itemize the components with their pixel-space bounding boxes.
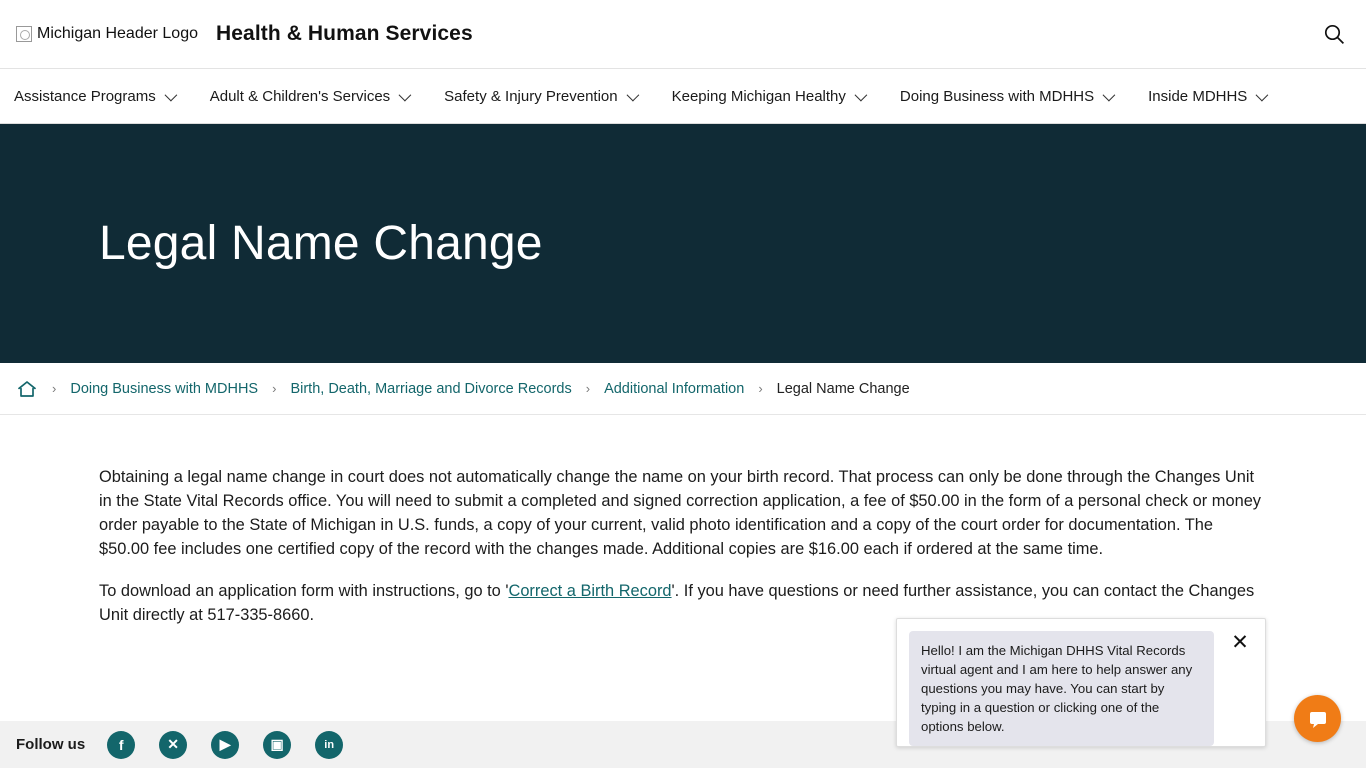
youtube-glyph: ▶ bbox=[219, 736, 231, 752]
breadcrumb-separator: › bbox=[585, 381, 591, 396]
breadcrumb-separator: › bbox=[758, 381, 763, 396]
nav-item-keeping-michigan-healthy[interactable] bbox=[672, 88, 878, 105]
site-logo[interactable] bbox=[16, 25, 198, 43]
home-glyph bbox=[17, 380, 37, 398]
breadcrumb-separator: › bbox=[52, 381, 57, 396]
chevron-down-icon bbox=[164, 88, 177, 101]
correct-a-birth-record-link[interactable]: Correct a Birth Record bbox=[508, 582, 672, 600]
chat-bubble-icon[interactable] bbox=[1294, 695, 1341, 742]
breadcrumb-separator: › bbox=[272, 381, 277, 396]
home-icon[interactable] bbox=[16, 379, 38, 399]
facebook-glyph: f bbox=[118, 736, 124, 753]
search-glyph bbox=[1323, 23, 1345, 45]
body-paragraph-1: Obtaining a legal name change in court does not automatically change the name on your birth record. That process can only be done through the Changes Unit in the State Vital Records office. You will need to submit a completed and signed correction application, a fee of $50.00 in the form of a personal check or money order payable to the State of Michigan in U.S. funds, a copy of your current, valid photo identification and a copy of the court order for documentation. The $50.00 fee includes one certified copy of the record with the changes made. Additional copies are $16.00 each if ordered at the same time. bbox=[99, 468, 1262, 558]
chevron-down-icon bbox=[1256, 88, 1269, 101]
hero-banner bbox=[0, 124, 1366, 363]
breadcrumb-item-current: Legal Name Change bbox=[776, 380, 910, 397]
site-header bbox=[0, 0, 1366, 69]
chat-welcome-message: Hello! I am the Michigan DHHS Vital Records virtual agent and I am here to help answer any questions you may have. You can start by typing in a question or clicking one of the options below. bbox=[909, 631, 1214, 746]
linkedin-icon[interactable] bbox=[315, 731, 343, 759]
linkedin-glyph: in bbox=[324, 738, 335, 751]
broken-image-icon bbox=[16, 26, 32, 42]
search-icon[interactable] bbox=[1320, 20, 1348, 48]
page-title: Legal Name Change bbox=[99, 217, 543, 270]
paragraph2-text-before: To download an application form with instructions, go to ' bbox=[99, 582, 509, 600]
nav-item-assistance-programs[interactable] bbox=[14, 88, 188, 105]
nav-item-safety-injury-prevention[interactable] bbox=[444, 88, 649, 105]
nav-item-adult-childrens-services[interactable] bbox=[210, 88, 422, 105]
nav-item-label: Doing Business with MDHHS bbox=[899, 87, 1095, 105]
instagram-icon[interactable] bbox=[263, 731, 291, 759]
nav-item-label: Safety & Injury Prevention bbox=[444, 87, 618, 105]
breadcrumb-item-doing-business[interactable]: Doing Business with MDHHS bbox=[70, 380, 259, 397]
x-twitter-glyph: ✕ bbox=[167, 736, 180, 752]
chat-glyph bbox=[1306, 707, 1330, 731]
site-title: Health & Human Services bbox=[216, 22, 473, 45]
breadcrumb-item-additional-information[interactable]: Additional Information bbox=[604, 380, 745, 397]
nav-item-doing-business-with-mdhhs[interactable] bbox=[900, 88, 1126, 105]
close-icon[interactable]: ✕ bbox=[1227, 629, 1253, 655]
nav-item-label: Adult & Children's Services bbox=[209, 87, 391, 105]
site-logo-alt-text: Michigan Header Logo bbox=[37, 25, 198, 42]
youtube-icon[interactable] bbox=[211, 731, 239, 759]
chevron-down-icon bbox=[1103, 88, 1116, 101]
follow-us-label: Follow us bbox=[16, 736, 86, 753]
facebook-icon[interactable] bbox=[107, 731, 135, 759]
chevron-down-icon bbox=[399, 88, 412, 101]
nav-item-label: Assistance Programs bbox=[14, 87, 156, 105]
breadcrumb-item-records[interactable]: Birth, Death, Marriage and Divorce Records bbox=[290, 380, 572, 397]
nav-item-label: Keeping Michigan Healthy bbox=[671, 87, 846, 105]
breadcrumb bbox=[0, 363, 1366, 415]
nav-item-inside-mdhhs[interactable] bbox=[1148, 88, 1279, 105]
instagram-glyph: ▣ bbox=[270, 736, 284, 752]
chevron-down-icon bbox=[626, 88, 639, 101]
main-navigation bbox=[0, 69, 1366, 124]
chat-popup bbox=[896, 618, 1266, 747]
chevron-down-icon bbox=[854, 88, 867, 101]
nav-item-label: Inside MDHHS bbox=[1148, 87, 1248, 105]
x-twitter-icon[interactable] bbox=[159, 731, 187, 759]
paragraph2-text-after: '. If you have questions or need further assistance, you can contact the Changes Unit directly at 517-335-8660. bbox=[99, 582, 1255, 624]
